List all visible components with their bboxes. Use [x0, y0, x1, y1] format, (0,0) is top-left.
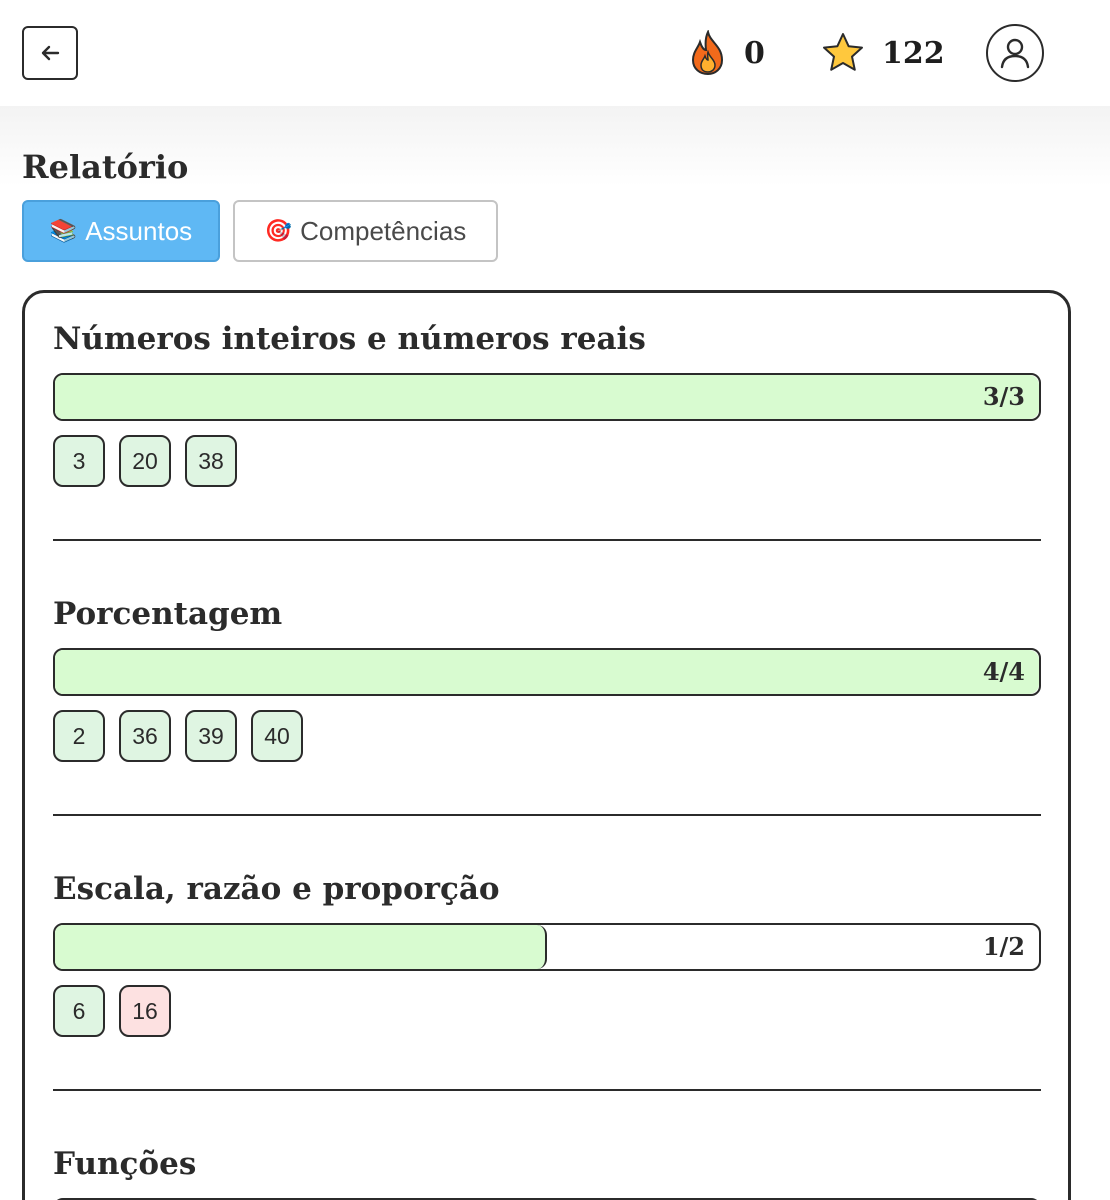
arrow-left-icon	[38, 41, 62, 65]
question-chip[interactable]: 6	[53, 985, 105, 1037]
subject-section	[53, 596, 1041, 762]
tab-skills[interactable]	[233, 200, 498, 262]
tab-subjects-label: Assuntos	[85, 215, 193, 246]
question-list	[53, 710, 1041, 762]
books-icon: 📚	[49, 218, 78, 243]
section-divider	[53, 1089, 1041, 1091]
fire-icon	[688, 30, 728, 76]
question-chip[interactable]: 36	[119, 710, 171, 762]
streak-value: 0	[744, 35, 765, 71]
progress-fill	[55, 650, 1039, 694]
question-chip[interactable]: 40	[251, 710, 303, 762]
question-list	[53, 435, 1041, 487]
progress-label: 4/4	[982, 657, 1025, 686]
progress-bar	[53, 648, 1041, 696]
star-icon	[820, 31, 866, 75]
subject-title: Números inteiros e números reais	[53, 321, 646, 357]
progress-bar	[53, 923, 1041, 971]
back-button[interactable]	[22, 26, 78, 80]
streak-counter	[688, 28, 765, 78]
target-icon: 🎯	[264, 218, 293, 243]
user-icon	[995, 33, 1035, 73]
subject-section	[53, 321, 1041, 487]
stars-value: 122	[882, 35, 945, 71]
question-list	[53, 985, 1041, 1037]
progress-fill	[55, 375, 1039, 419]
question-chip[interactable]: 3	[53, 435, 105, 487]
top-bar	[0, 0, 1110, 106]
tab-subjects[interactable]	[22, 200, 220, 262]
subject-section	[53, 1146, 1041, 1200]
progress-label: 1/2	[982, 932, 1025, 961]
progress-bar	[53, 373, 1041, 421]
question-chip[interactable]: 16	[119, 985, 171, 1037]
subject-section	[53, 871, 1041, 1037]
subject-title: Funções	[53, 1146, 197, 1182]
subject-title: Porcentagem	[53, 596, 283, 632]
tab-skills-label: Competências	[300, 215, 467, 246]
report-card	[22, 290, 1071, 1200]
question-chip[interactable]: 38	[185, 435, 237, 487]
question-chip[interactable]: 20	[119, 435, 171, 487]
progress-label: 3/3	[982, 382, 1025, 411]
question-chip[interactable]: 2	[53, 710, 105, 762]
progress-fill	[55, 925, 547, 969]
page-title: Relatório	[22, 148, 189, 186]
subject-title: Escala, razão e proporção	[53, 871, 500, 907]
section-divider	[53, 814, 1041, 816]
section-divider	[53, 539, 1041, 541]
profile-button[interactable]	[986, 24, 1044, 82]
question-chip[interactable]: 39	[185, 710, 237, 762]
stars-counter	[820, 28, 945, 78]
